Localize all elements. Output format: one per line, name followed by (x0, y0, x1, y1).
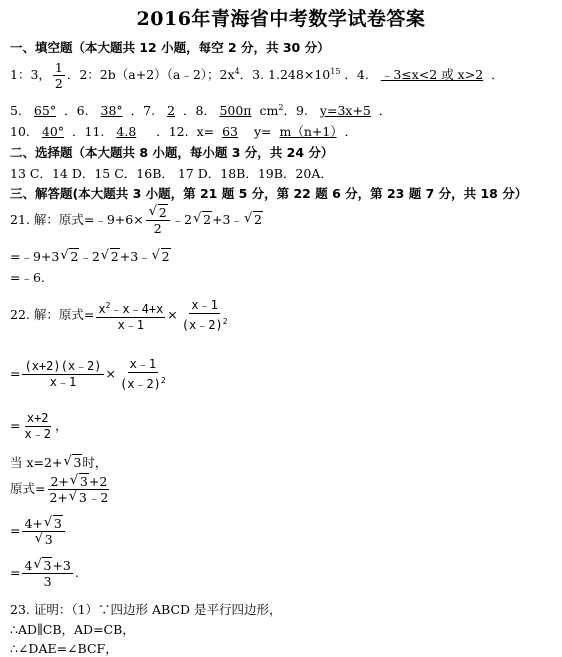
denominator: x﹣2 (24, 427, 51, 441)
equals-sign: = (10, 565, 21, 580)
q22-sub-fraction (47, 474, 110, 505)
denominator (32, 532, 56, 547)
q21-fraction (146, 205, 170, 236)
sqrt-symbol (63, 455, 82, 470)
term: 2+ (50, 474, 69, 489)
answer-9-label: ．9. (283, 103, 308, 118)
radicand: 3 (78, 490, 87, 505)
numerator: x+2 (26, 411, 49, 425)
q21-expression-start: 21. 解：原式=﹣9+6× (10, 212, 144, 227)
section-solution-heading: 三、解答题(本大题共 3 小题，第 21 题 5 分，第 22 题 6 分，第 23 题 7 分，共 18 分） (10, 186, 528, 201)
radicand: 2 (70, 249, 79, 264)
term: 4 (24, 558, 33, 573)
answer-5-label: 5. (10, 103, 22, 118)
q22-fraction-1-denominator: x﹣1 (117, 318, 145, 332)
q22-step-2-fraction-2 (118, 357, 168, 392)
q23-line-2: ∴AD∥CB，AD=CB， (10, 622, 135, 637)
times-sign: × (167, 307, 178, 322)
numerator: (x+2)(x﹣2) (24, 359, 102, 373)
term: ﹣x﹣4+x (110, 302, 164, 316)
times-sign: × (105, 366, 116, 381)
equals-sign: = (10, 366, 21, 381)
answer-8-label: ．8. (183, 103, 208, 118)
q22-substitution-condition (10, 453, 107, 471)
term: +2 (88, 474, 108, 489)
equals-sign: = (10, 523, 21, 538)
q23-line-3: ∴∠DAE=∠BCF， (10, 641, 118, 656)
sqrt-symbol (70, 474, 89, 489)
q22-step-6-fraction (22, 558, 72, 589)
period: . (74, 565, 79, 580)
fill-answers-line-3 (10, 122, 357, 140)
period: ． (344, 124, 358, 139)
sqrt-symbol (69, 490, 88, 505)
q21-line-3: =﹣6. (10, 270, 45, 285)
term: +3 (52, 558, 71, 573)
sqrt-symbol (35, 532, 54, 547)
numerator (22, 516, 64, 532)
q21-term: =﹣9+3 (10, 249, 60, 264)
answer-8: 500π (219, 103, 252, 118)
answer-6-label: ．6. (64, 103, 89, 118)
sqrt-symbol (60, 249, 79, 264)
term: (x﹣2) (181, 318, 223, 332)
sqrt-symbol (193, 212, 212, 227)
q22-step-3-fraction (22, 411, 52, 442)
q21-term: ﹣2 (171, 212, 193, 227)
answer-9: y=3x+5 (319, 103, 371, 118)
q22-step-6 (10, 558, 79, 589)
sqrt-symbol (152, 249, 171, 264)
answer-4: ﹣3≤x<2 或 x>2 (380, 67, 484, 82)
numerator (22, 558, 72, 574)
answer-6: 38° (100, 103, 123, 118)
sqrt-symbol (244, 212, 263, 227)
period: ． (491, 67, 504, 82)
radicand: 2 (161, 249, 170, 264)
answer-1-prefix: 1：3， (10, 67, 51, 82)
sqrt-symbol (149, 205, 168, 220)
radicand: 2 (203, 212, 212, 227)
choice-answers: 13 C．14 D．15 C．16B． 17 D．18B．19B．20A． (10, 166, 333, 181)
period: ． (378, 103, 392, 118)
radicand: 3 (79, 474, 88, 489)
term: 当 x=2+ (10, 455, 63, 470)
radicand: 2 (110, 249, 119, 264)
q21-fraction-numerator (146, 205, 170, 221)
equals-sign: = (10, 418, 21, 433)
q22-fraction-2-denominator (180, 314, 230, 333)
fill-answers-line-1 (10, 60, 504, 91)
radicand: 2 (253, 212, 262, 227)
answer-5: 65° (33, 103, 57, 118)
exponent: 2 (105, 301, 111, 310)
radicand: 2 (158, 205, 167, 220)
radicand: 3 (73, 455, 82, 470)
numerator: x﹣1 (129, 357, 157, 371)
q22-substituted (10, 474, 112, 505)
radicand: 3 (43, 558, 52, 573)
term: 2+ (49, 490, 68, 505)
q23-line-1: 23. 证明：（1）∵四边形 ABCD 是平行四边形， (10, 602, 282, 617)
q21-term: ﹣2 (79, 249, 100, 264)
q22-line-2 (10, 357, 170, 392)
denominator: 3 (43, 574, 52, 589)
denominator (47, 490, 110, 505)
fill-answers-line-2 (10, 101, 391, 119)
denominator (118, 373, 168, 392)
answer-2-exponent: 4 (234, 66, 240, 76)
answer-12-x: 63 (222, 124, 238, 139)
answer-11-label: ．11. (72, 124, 105, 139)
section-fill-in-heading: 一、填空题（本大题共 12 小题，每空 2 分，共 30 分） (10, 40, 330, 55)
q21-term: +3﹣ (212, 212, 243, 227)
q22-step-5 (10, 516, 67, 547)
sqrt-symbol (44, 516, 63, 531)
radicand: 3 (44, 532, 53, 547)
comma: ， (54, 418, 68, 433)
answer-10: 40° (41, 124, 65, 139)
term: 4+ (24, 516, 43, 531)
denominator: x﹣1 (49, 375, 77, 389)
answer-12-label: ．12. (156, 124, 189, 139)
q22-sub-label: 原式= (10, 481, 46, 496)
answer-2: ．2：2b（a+2）（a﹣2）；2x (66, 67, 235, 82)
answer-8-exponent: 2 (278, 102, 284, 112)
answer-12-y-label: y= (253, 124, 272, 139)
answer-4-label: ．4. (344, 67, 369, 82)
answer-8-unit: cm (259, 103, 279, 118)
exponent: 2 (222, 317, 228, 326)
answer-3-exponent: 15 (330, 66, 341, 76)
answer-7: 2 (167, 103, 176, 118)
q22-fraction-2 (180, 298, 230, 333)
q22-fraction-2-numerator: x﹣1 (191, 298, 218, 312)
answer-11: 4.8 (116, 124, 137, 139)
exponent: 2 (160, 376, 166, 385)
radicand: 3 (53, 516, 62, 531)
q22-fraction-1-numerator (96, 298, 165, 318)
sqrt-symbol (101, 249, 120, 264)
q22-step-5-fraction (22, 516, 64, 547)
q22-line-1 (10, 298, 232, 333)
q22-label: 22. 解：原式= (10, 307, 95, 322)
page-title: 2016年青海省中考数学试卷答案 (136, 8, 426, 30)
q21-line-2 (10, 247, 171, 265)
answer-7-label: ．7. (130, 103, 156, 118)
answer-10-label: 10. (10, 124, 30, 139)
answer-12-x-label: x= (196, 124, 215, 139)
answer-3: ．3. 1.248×10 (239, 67, 331, 82)
q22-step-2-fraction-1 (22, 359, 103, 390)
term: ﹣2 (87, 490, 109, 505)
q21-term: +3﹣ (119, 249, 151, 264)
q22-line-3 (10, 411, 67, 442)
fraction-denominator: 2 (54, 76, 63, 91)
section-choice-heading: 二、选择题（本大题共 8 小题，每小题 3 分，共 24 分） (10, 145, 334, 160)
q21-fraction-denominator: 2 (153, 221, 162, 236)
q21-line-1 (10, 205, 263, 236)
sqrt-symbol (33, 558, 52, 573)
q22-fraction-1 (96, 298, 165, 333)
fraction-one-half (53, 60, 65, 91)
numerator (48, 474, 109, 490)
term: (x﹣2) (120, 377, 161, 391)
variable: x (98, 302, 106, 316)
term: 时， (82, 455, 108, 470)
fraction-numerator: 1 (54, 60, 63, 75)
answer-12-y: m（n+1） (279, 124, 337, 139)
